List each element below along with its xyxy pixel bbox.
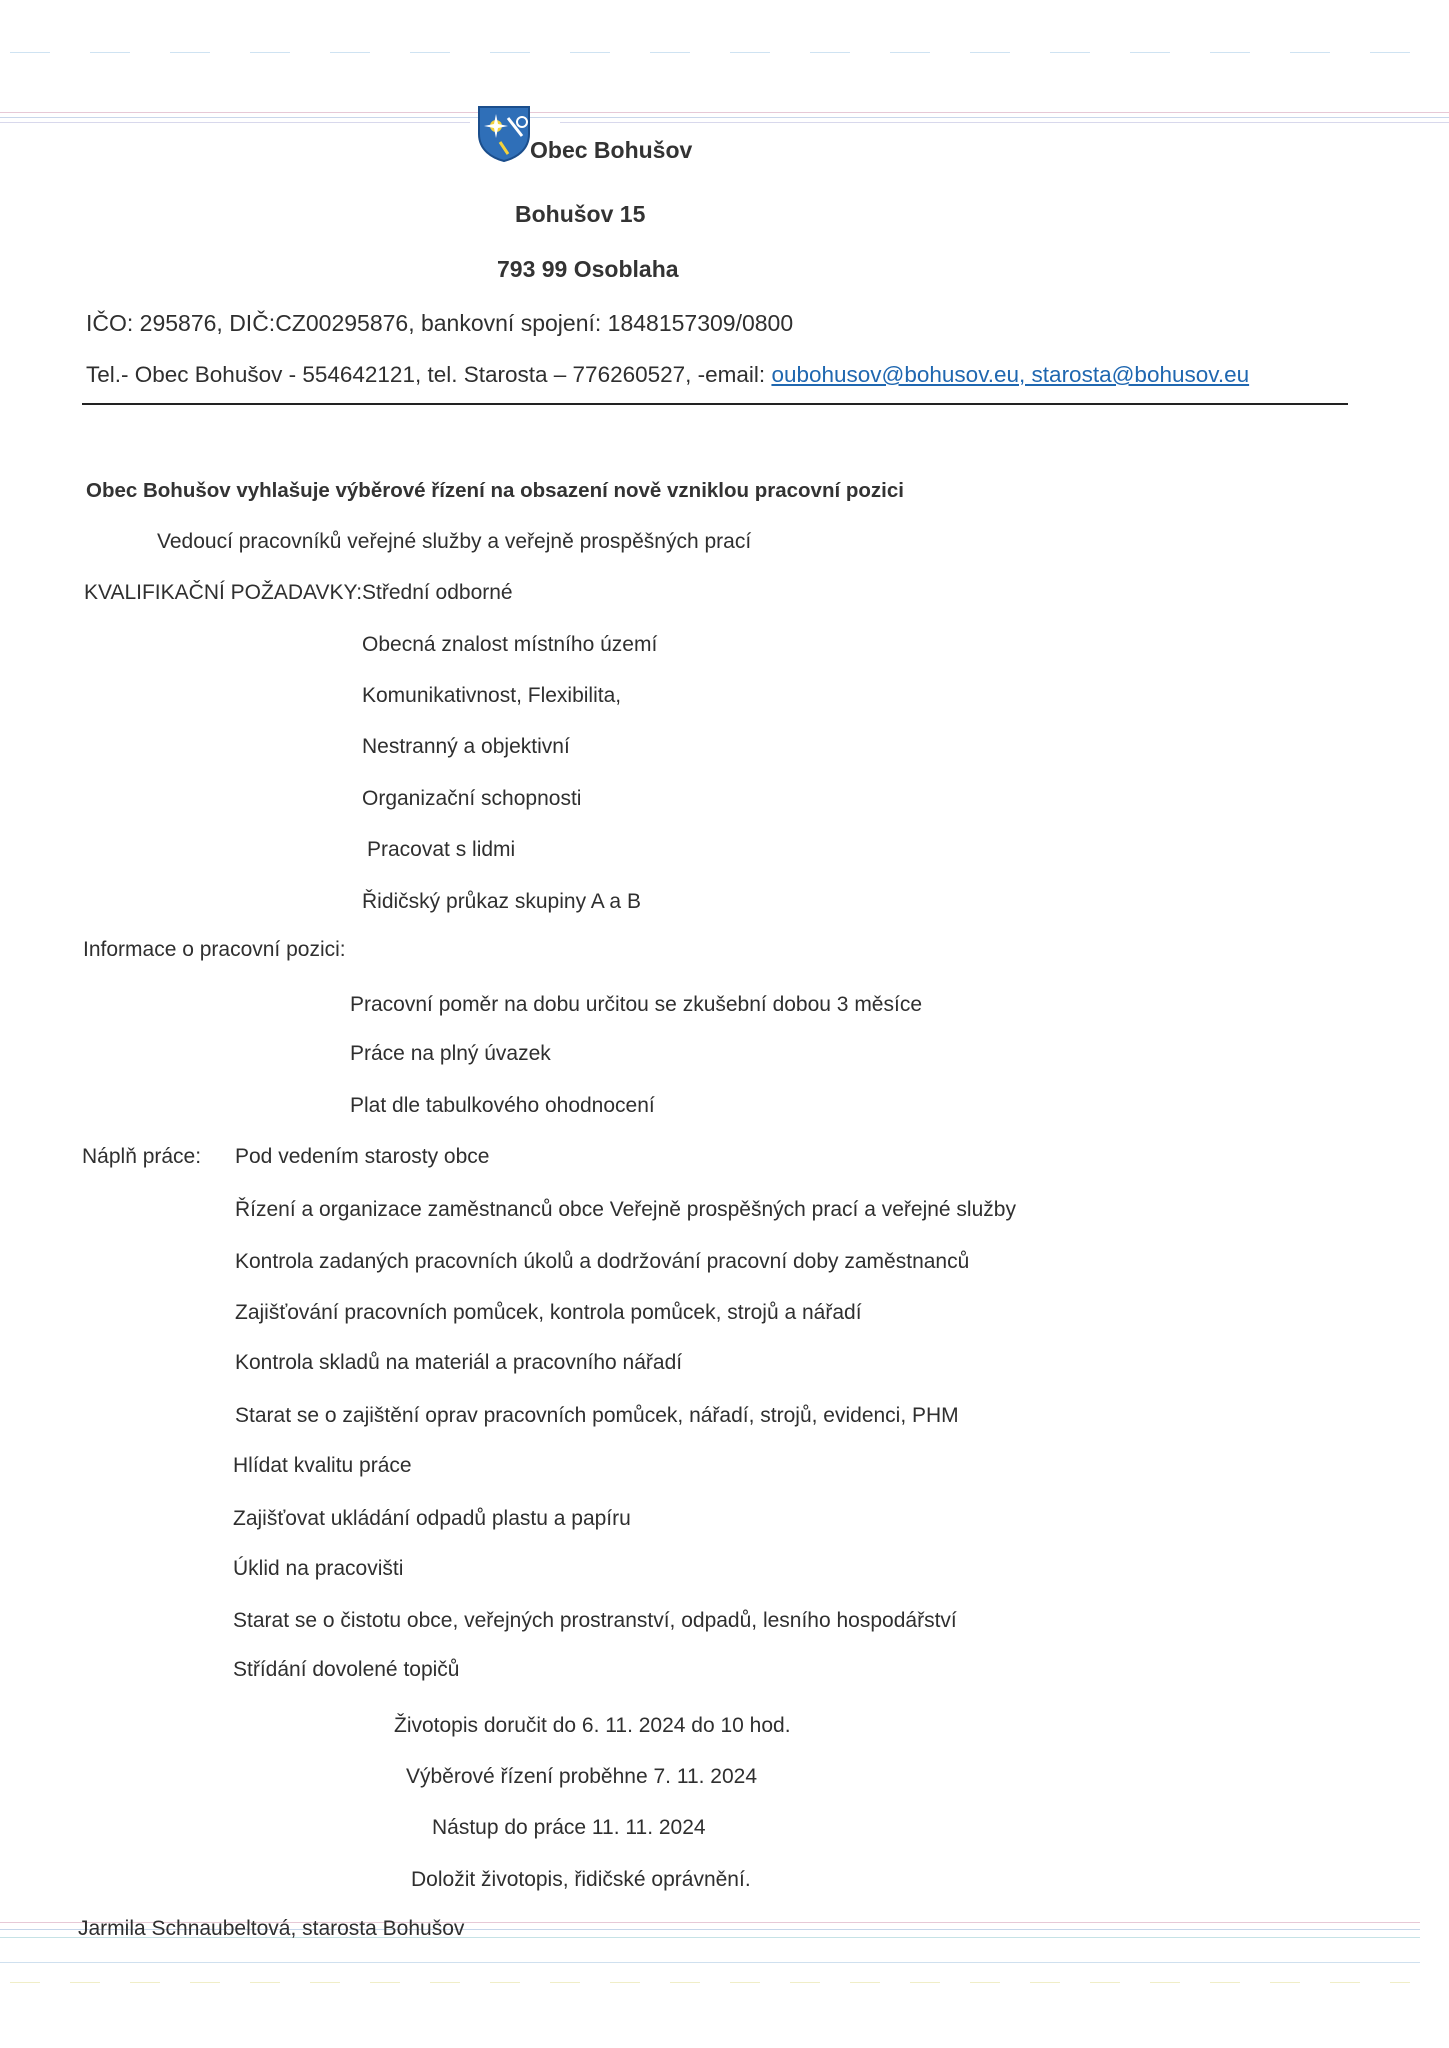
list-item: Řízení a organizace zaměstnanců obce Veřejně prospěšných prací a veřejné služby <box>235 1198 1016 1221</box>
list-item: Pracovat s lidmi <box>367 838 516 861</box>
list-item: Obecná znalost místního území <box>362 633 658 656</box>
position-info-label: Informace o pracovní pozici: <box>83 938 346 961</box>
list-item: Pracovní poměr na dobu určitou se zkušební dobou 3 měsíce <box>350 993 923 1016</box>
ids-line: IČO: 295876, DIČ:CZ00295876, bankovní spojení: 1848157309/0800 <box>86 310 794 336</box>
scan-line-footer-4 <box>0 1962 1420 1963</box>
list-item: Komunikativnost, Flexibilita, <box>362 684 622 707</box>
list-item: Řidičský průkaz skupiny A a B <box>362 890 641 913</box>
scan-line-footer-5 <box>10 1982 1410 1983</box>
list-item: Práce na plný úvazek <box>350 1042 551 1065</box>
street-address: Bohušov 15 <box>515 201 646 227</box>
list-item: Nástup do práce 11. 11. 2024 <box>432 1816 706 1839</box>
contact-line <box>86 362 1249 388</box>
scan-line-header-4 <box>560 122 1449 123</box>
municipality-name: Obec Bohušov <box>530 137 693 163</box>
announcement-heading: Obec Bohušov vyhlašuje výběrové řízení na obsazení nově vzniklou pracovní pozici <box>86 479 904 502</box>
city-address: 793 99 Osoblaha <box>497 256 679 282</box>
scan-line-header-1 <box>0 112 1449 113</box>
list-item: Plat dle tabulkového ohodnocení <box>350 1094 655 1117</box>
list-item: Pod vedením starosty obce <box>235 1145 490 1168</box>
contact-prefix: Tel.- Obec Bohušov - 554642121, tel. Starosta – 776260527, -email: <box>86 362 772 387</box>
list-item: Kontrola skladů na materiál a pracovního nářadí <box>235 1351 683 1374</box>
scan-line-header-2 <box>0 117 1449 118</box>
list-item: Doložit životopis, řidičské oprávnění. <box>411 1868 751 1891</box>
list-item: Střídání dovolené topičů <box>233 1658 460 1681</box>
list-item: Organizační schopnosti <box>362 787 582 810</box>
list-item: Výběrové řízení proběhne 7. 11. 2024 <box>406 1765 758 1788</box>
list-item: Životopis doručit do 6. 11. 2024 do 10 hod. <box>394 1714 791 1737</box>
header-divider <box>82 403 1348 405</box>
list-item: Zajišťování pracovních pomůcek, kontrola pomůcek, strojů a nářadí <box>235 1301 862 1324</box>
list-item: Starat se o zajištění oprav pracovních pomůcek, nářadí, strojů, evidenci, PHM <box>235 1404 959 1427</box>
coat-of-arms-icon <box>476 104 532 162</box>
position-title: Vedoucí pracovníků veřejné služby a veřejně prospěšných prací <box>157 530 752 553</box>
list-item: Úklid na pracovišti <box>233 1557 404 1580</box>
scan-line-top <box>10 52 1410 53</box>
list-item: Starat se o čistotu obce, veřejných prostranství, odpadů, lesního hospodářství <box>233 1609 957 1632</box>
duties-label: Náplň práce: <box>82 1145 202 1168</box>
list-item: Kontrola zadaných pracovních úkolů a dodržování pracovní doby zaměstnanců <box>235 1250 970 1273</box>
email-links[interactable]: oubohusov@bohusov.eu, starosta@bohusov.eu <box>771 362 1250 387</box>
list-item: Zajišťovat ukládání odpadů plastu a papíru <box>233 1507 631 1530</box>
scan-line-header-3 <box>0 122 470 123</box>
list-item: Hlídat kvalitu práce <box>233 1454 412 1477</box>
list-item: Střední odborné <box>362 581 513 604</box>
signature-line: Jarmila Schnaubeltová, starosta Bohušov <box>78 1917 465 1940</box>
qualifications-label: KVALIFIKAČNÍ POŽADAVKY: <box>84 581 363 604</box>
list-item: Nestranný a objektivní <box>362 735 570 758</box>
